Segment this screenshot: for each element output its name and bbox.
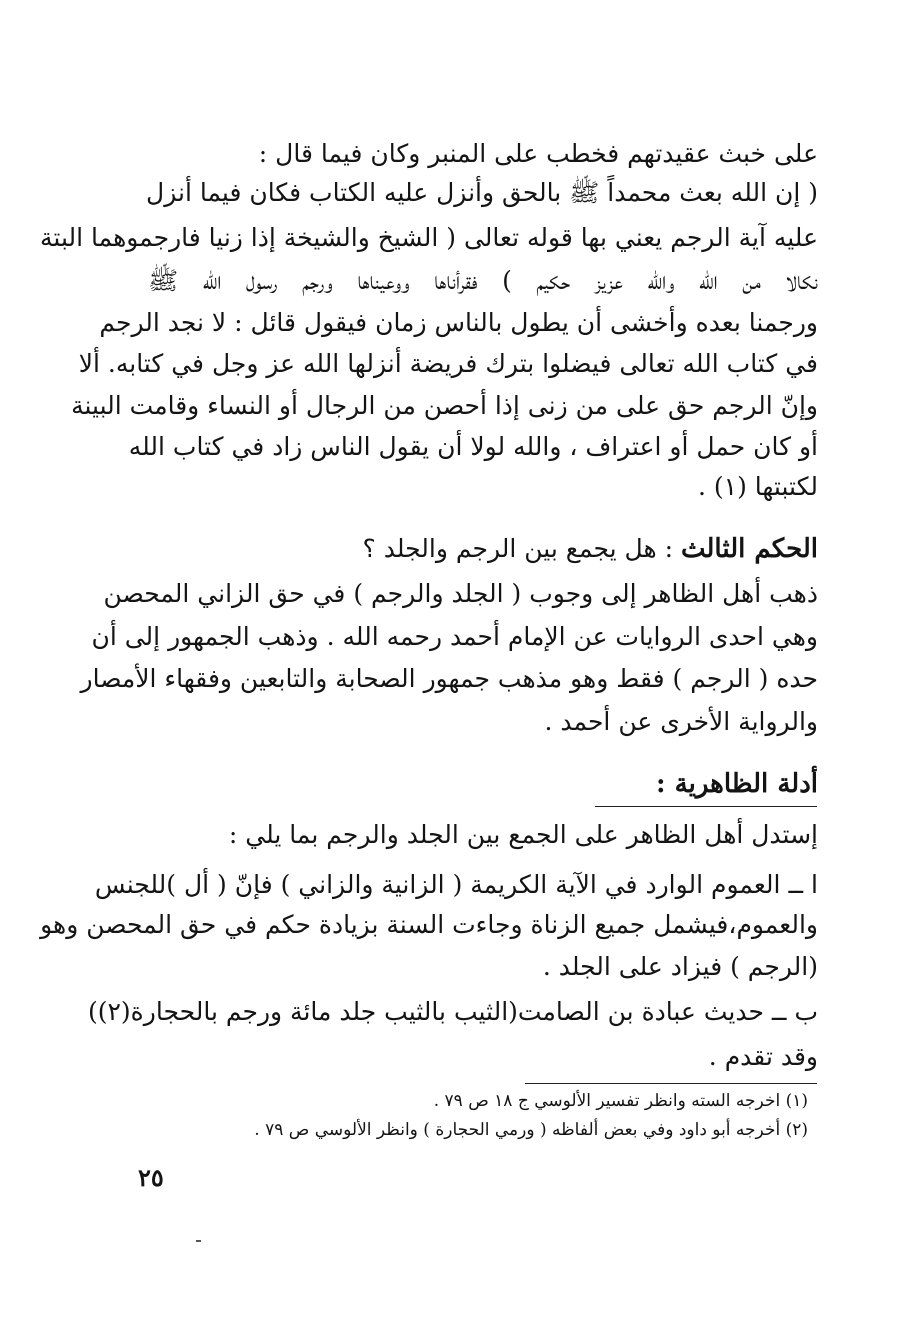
- text-line: ذهب أهل الظاهر إلى وجوب ( الجلد والرجم ) في حق الزاني المحصن: [103, 579, 818, 608]
- quote-line: ورجمنا بعده وأخشى أن يطول بالناس زمان فيقول قائل : لا نجد الرجم: [99, 308, 818, 337]
- footnote: (٢) أخرجه أبو داود وفي بعض ألفاظه ( ورمي الحجارة ) وانظر الألوسي ص ٧٩ .: [254, 1120, 808, 1140]
- footnote: (١) اخرجه السته وانظر تفسير الألوسي ج ١٨ ص ٧٩ .: [433, 1091, 808, 1111]
- quote-line: أو كان حمل أو اعتراف ، والله لولا أن يقول الناس زاد في كتاب الله: [128, 432, 818, 461]
- section-heading-line: [148, 532, 818, 566]
- text-line: والعموم،فيشمل جميع الزناة وجاءت السنة بزيادة حكم في حق المحصن وهو: [40, 910, 818, 939]
- quote-line: لكتبتها (١) .: [698, 472, 818, 501]
- text-line: ا ــ العموم الوارد في الآية الكريمة ( الزانية والزاني ) فإنّ ( أل )للجنس: [94, 870, 818, 899]
- section-heading: الحكم الثالث: [680, 534, 818, 564]
- scan-speck: [196, 1240, 201, 1242]
- footnote-separator: [525, 1083, 817, 1084]
- evidence-heading: أدلة الظاهرية :: [656, 769, 818, 799]
- quote-line: ( إن الله بعث محمداً ﷺ بالحق وأنزل عليه الكتاب فكان فيما أنزل: [146, 178, 818, 207]
- text-line: (الرجم ) فيزاد على الجلد .: [542, 952, 818, 981]
- text-line: والرواية الأخرى عن أحمد .: [544, 707, 818, 736]
- text-line: إستدل أهل الظاهر على الجمع بين الجلد والرجم بما يلي :: [228, 820, 818, 849]
- quote-line: وإنّ الرجم حق على من زنى إذا أحصن من الرجال أو النساء وقامت البينة: [71, 391, 818, 420]
- quote-line: في كتاب الله تعالى فيضلوا بترك فريضة أنزلها الله عز وجل في كتابه. ألا: [78, 349, 818, 378]
- text-line: على خبث عقيدتهم فخطب على المنبر وكان فيما قال :: [258, 139, 818, 168]
- text-line: وهي احدى الروايات عن الإمام أحمد رحمه الله . وذهب الجمهور إلى أن: [91, 622, 818, 651]
- text-line: ب ــ حديث عبادة بن الصامت(الثيب بالثيب جلد مائة ورجم بالحجارة(٢)): [87, 997, 818, 1026]
- quote-line: نكالا من الله والله عزيز حكيم ) فقرأناها ووعيناها ورجم رسول الله ﷺ: [148, 266, 818, 295]
- text-line: وقد تقدم .: [708, 1042, 818, 1071]
- heading-underline: [595, 806, 817, 807]
- text-line: حده ( الرجم ) فقط وهو مذهب جمهور الصحابة والتابعين وفقهاء الأمصار: [80, 664, 818, 693]
- page-number: ٢٥: [138, 1163, 164, 1192]
- section-question: : هل يجمع بين الرجم والجلد ؟: [362, 534, 681, 563]
- quote-line: عليه آية الرجم يعني بها قوله تعالى ( الشيخ والشيخة إذا زنيا فارجموهما البتة: [40, 223, 818, 252]
